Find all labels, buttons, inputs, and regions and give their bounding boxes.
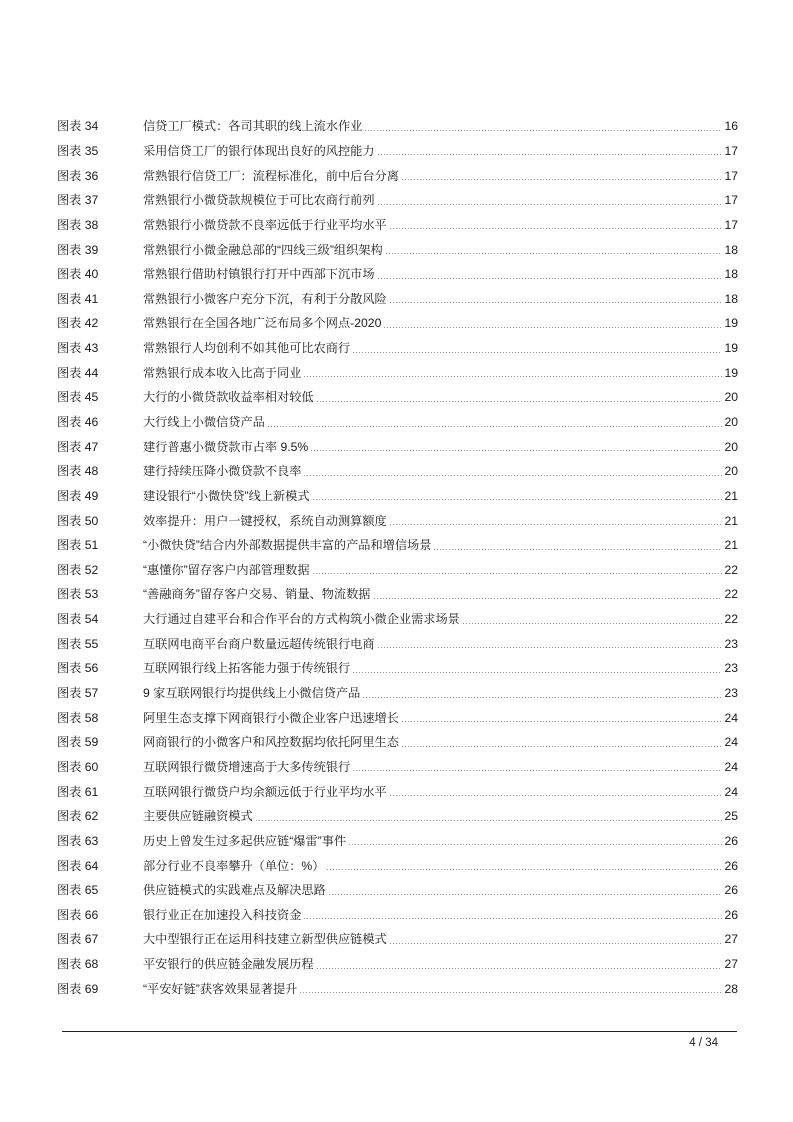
- figure-page-number[interactable]: 19: [724, 316, 738, 331]
- toc-entry[interactable]: [57, 607, 738, 632]
- figure-title[interactable]: 部分行业不良率攀升（单位：%）: [143, 858, 325, 873]
- toc-entry[interactable]: [57, 558, 738, 583]
- figure-page-number[interactable]: 23: [724, 686, 738, 701]
- dot-leader: [316, 401, 722, 402]
- figure-page-number[interactable]: 22: [724, 587, 738, 602]
- toc-entry[interactable]: [57, 533, 738, 558]
- figure-label: 图表 66: [57, 907, 99, 922]
- figure-label: 图表 42: [57, 316, 99, 331]
- figure-label: 图表 46: [57, 415, 99, 429]
- dot-leader: [377, 278, 722, 279]
- figure-label: 图表 40: [57, 267, 99, 282]
- figure-page-number[interactable]: 20: [724, 415, 738, 429]
- toc-entry[interactable]: [57, 385, 738, 410]
- toc-entry[interactable]: [57, 903, 738, 928]
- dot-leader: [383, 327, 722, 328]
- figure-title[interactable]: 供应链模式的实践难点及解决思路: [143, 883, 326, 898]
- figure-label: 图表 57: [57, 686, 99, 701]
- dot-leader: [310, 450, 722, 451]
- figure-label: 图表 62: [57, 809, 99, 824]
- figure-label: 图表 54: [57, 612, 99, 627]
- toc-entry[interactable]: [57, 829, 738, 854]
- toc-entry[interactable]: [57, 410, 738, 435]
- toc-entry[interactable]: [57, 804, 738, 829]
- dot-leader: [316, 968, 722, 969]
- dot-leader: [389, 943, 722, 944]
- figure-label: 图表 35: [57, 143, 99, 158]
- toc-entry[interactable]: [57, 213, 738, 238]
- figure-page-number[interactable]: 26: [724, 858, 738, 873]
- toc-entry[interactable]: [57, 853, 738, 878]
- toc-entry[interactable]: [57, 976, 738, 1001]
- dot-leader: [389, 795, 722, 796]
- figure-label: 图表 52: [57, 562, 99, 577]
- figure-page-number[interactable]: 25: [724, 809, 738, 824]
- toc-entry[interactable]: [57, 656, 738, 681]
- figure-page-number[interactable]: 17: [724, 217, 738, 232]
- figure-label: 图表 68: [57, 957, 99, 972]
- dot-leader: [364, 130, 722, 131]
- figure-title[interactable]: 大行线上小微信贷产品: [143, 415, 265, 429]
- toc-entry[interactable]: [57, 730, 738, 755]
- dot-leader: [462, 623, 722, 624]
- figure-label: 图表 63: [57, 833, 99, 848]
- figure-page-number[interactable]: 18: [724, 242, 738, 257]
- dot-leader: [377, 647, 722, 648]
- toc-entry[interactable]: [57, 705, 738, 730]
- figure-title[interactable]: 常熟银行小微客户充分下沉，有利于分散风险: [143, 291, 387, 306]
- figure-title[interactable]: 信贷工厂模式：各司其职的线上流水作业: [143, 119, 363, 134]
- dot-leader: [299, 992, 722, 993]
- figure-page-number[interactable]: 21: [724, 538, 738, 553]
- figure-page-number[interactable]: 17: [724, 168, 738, 183]
- dot-leader: [312, 573, 722, 574]
- dot-leader: [352, 352, 722, 353]
- dot-leader: [377, 154, 722, 155]
- figure-title[interactable]: 效率提升：用户一键授权，系统自动测算额度: [143, 513, 387, 528]
- figure-label: 图表 51: [57, 538, 99, 553]
- figure-title[interactable]: 常熟银行小微贷款规模位于可比农商行前列: [143, 193, 375, 208]
- figure-page-number[interactable]: 17: [724, 143, 738, 158]
- figure-title[interactable]: “平安好链”获客效果显著提升: [143, 981, 298, 996]
- toc-entry[interactable]: [57, 582, 738, 607]
- figure-label: 图表 48: [57, 464, 99, 479]
- dot-leader: [401, 746, 722, 747]
- figure-label: 图表 65: [57, 883, 99, 898]
- figure-title[interactable]: 常熟银行小微金融总部的“四线三级”组织架构: [143, 242, 383, 257]
- dot-leader: [303, 475, 722, 476]
- figure-title[interactable]: 常熟银行成本收入比高于同业: [143, 365, 302, 380]
- toc-entry[interactable]: [57, 927, 738, 952]
- figure-title[interactable]: 互联网银行微贷增速高于大多传统银行: [143, 759, 351, 774]
- dot-leader: [303, 376, 722, 377]
- toc-entry[interactable]: [57, 779, 738, 804]
- toc-entry[interactable]: [57, 681, 738, 706]
- figure-title[interactable]: “小微快贷”结合内外部数据提供丰富的产品和增信场景: [143, 538, 432, 553]
- figure-page-number[interactable]: 20: [724, 439, 738, 454]
- dot-leader: [377, 204, 722, 205]
- figure-title[interactable]: 建行普惠小微贷款市占率 9.5%: [143, 439, 309, 454]
- figure-title[interactable]: 常熟银行信贷工厂：流程标准化，前中后台分离: [143, 168, 399, 183]
- figure-page-number[interactable]: 16: [724, 119, 738, 134]
- dot-leader: [352, 770, 722, 771]
- figure-toc-list: [57, 114, 738, 1001]
- figure-title[interactable]: 9 家互联网银行均提供线上小微信贷产品: [143, 686, 361, 701]
- figure-page-number[interactable]: 26: [724, 907, 738, 922]
- figure-title[interactable]: 历史上曾发生过多起供应链“爆雷”事件: [143, 833, 347, 848]
- toc-entry[interactable]: [57, 237, 738, 262]
- figure-title[interactable]: 银行业正在加速投入科技资金: [143, 907, 302, 922]
- figure-label: 图表 69: [57, 981, 99, 996]
- dot-leader: [303, 918, 722, 919]
- figure-page-number[interactable]: 28: [724, 981, 738, 996]
- page-number: 4 / 34: [689, 1037, 718, 1049]
- figure-page-number[interactable]: 24: [724, 784, 738, 799]
- figure-page-number[interactable]: 22: [724, 562, 738, 577]
- figure-page-number[interactable]: 19: [724, 365, 738, 380]
- dot-leader: [373, 598, 723, 599]
- figure-label: 图表 60: [57, 759, 99, 774]
- figure-title[interactable]: 平安银行的供应链金融发展历程: [143, 957, 314, 972]
- figure-label: 图表 43: [57, 341, 99, 356]
- toc-entry[interactable]: [57, 163, 738, 188]
- dot-leader: [255, 820, 722, 821]
- toc-entry[interactable]: [57, 114, 738, 139]
- figure-page-number[interactable]: 27: [724, 957, 738, 972]
- figure-title[interactable]: 阿里生态支撑下网商银行小微企业客户迅速增长: [143, 710, 399, 725]
- figure-title[interactable]: 常熟银行借助村镇银行打开中西部下沉市场: [143, 267, 375, 282]
- figure-title[interactable]: 常熟银行小微贷款不良率远低于行业平均水平: [143, 217, 387, 232]
- figure-label: 图表 41: [57, 291, 99, 306]
- figure-page-number[interactable]: 19: [724, 341, 738, 356]
- dot-leader: [312, 499, 722, 500]
- dot-leader: [389, 524, 722, 525]
- figure-page-number[interactable]: 26: [724, 833, 738, 848]
- toc-entry[interactable]: [57, 286, 738, 311]
- toc-entry[interactable]: [57, 459, 738, 484]
- figure-title[interactable]: 互联网银行线上拓客能力强于传统银行: [143, 661, 351, 676]
- figure-title[interactable]: 大行通过自建平台和合作平台的方式构筑小微企业需求场景: [143, 612, 460, 627]
- figure-label: 图表 53: [57, 587, 99, 602]
- figure-title[interactable]: 互联网电商平台商户数量远超传统银行电商: [143, 636, 375, 651]
- figure-page-number[interactable]: 21: [724, 488, 738, 503]
- figure-label: 图表 64: [57, 858, 99, 873]
- toc-entry[interactable]: [57, 878, 738, 903]
- toc-entry[interactable]: [57, 631, 738, 656]
- figure-label: 图表 34: [57, 119, 99, 134]
- figure-page-number[interactable]: 26: [724, 883, 738, 898]
- figure-page-number[interactable]: 17: [724, 193, 738, 208]
- figure-title[interactable]: 大中型银行正在运用科技建立新型供应链模式: [143, 932, 387, 947]
- figure-title[interactable]: 互联网银行微贷户均余额远低于行业平均水平: [143, 784, 387, 799]
- figure-label: 图表 38: [57, 217, 99, 232]
- toc-entry[interactable]: [57, 755, 738, 780]
- figure-title[interactable]: 网商银行的小微客户和风控数据均依托阿里生态: [143, 735, 399, 750]
- dot-leader: [352, 672, 722, 673]
- figure-page-number[interactable]: 22: [724, 612, 738, 627]
- figure-title[interactable]: “善融商务”留存客户交易、销量、物流数据: [143, 587, 371, 602]
- figure-label: 图表 44: [57, 365, 99, 380]
- figure-title[interactable]: 大行的小微贷款收益率相对较低: [143, 390, 314, 405]
- figure-page-number[interactable]: 20: [724, 464, 738, 479]
- dot-leader: [433, 549, 722, 550]
- figure-label: 图表 45: [57, 390, 99, 405]
- dot-leader: [389, 302, 722, 303]
- toc-entry[interactable]: [57, 188, 738, 213]
- figure-label: 图表 55: [57, 636, 99, 651]
- dot-leader: [267, 426, 722, 427]
- figure-title[interactable]: 采用信贷工厂的银行体现出良好的风控能力: [143, 143, 375, 158]
- figure-page-number[interactable]: 24: [724, 735, 738, 750]
- figure-page-number[interactable]: 18: [724, 291, 738, 306]
- figure-label: 图表 47: [57, 439, 99, 454]
- dot-leader: [328, 894, 722, 895]
- dot-leader: [385, 253, 722, 254]
- toc-entry[interactable]: [57, 952, 738, 977]
- toc-entry[interactable]: [57, 139, 738, 164]
- dot-leader: [348, 844, 722, 845]
- toc-entry[interactable]: [57, 434, 738, 459]
- toc-entry[interactable]: [57, 311, 738, 336]
- figure-label: 图表 67: [57, 932, 99, 947]
- footer-divider: [62, 1031, 737, 1032]
- figure-label: 图表 58: [57, 710, 99, 725]
- toc-entry[interactable]: [57, 262, 738, 287]
- figure-title[interactable]: 常熟银行人均创利不如其他可比农商行: [143, 341, 351, 356]
- figure-page-number[interactable]: 27: [724, 932, 738, 947]
- figure-label: 图表 59: [57, 735, 99, 750]
- figure-title[interactable]: 主要供应链融资模式: [143, 809, 253, 824]
- figure-title[interactable]: 建行持续压降小微贷款不良率: [143, 464, 302, 479]
- dot-leader: [326, 869, 722, 870]
- figure-label: 图表 49: [57, 488, 99, 503]
- toc-entry[interactable]: [57, 508, 738, 533]
- figure-label: 图表 61: [57, 784, 99, 799]
- figure-page-number[interactable]: 23: [724, 636, 738, 651]
- figure-page-number[interactable]: 21: [724, 513, 738, 528]
- figure-page-number[interactable]: 24: [724, 710, 738, 725]
- figure-title[interactable]: “惠懂你”留存客户内部管理数据: [143, 562, 310, 577]
- figure-title[interactable]: 建设银行“小微快贷”线上新模式: [143, 488, 310, 503]
- figure-title[interactable]: 常熟银行在全国各地广泛布局多个网点-2020: [143, 316, 382, 331]
- figure-page-number[interactable]: 23: [724, 661, 738, 676]
- dot-leader: [401, 179, 722, 180]
- toc-entry[interactable]: [57, 484, 738, 509]
- dot-leader: [362, 697, 722, 698]
- figure-page-number[interactable]: 18: [724, 267, 738, 282]
- figure-page-number[interactable]: 24: [724, 759, 738, 774]
- toc-entry[interactable]: [57, 360, 738, 385]
- figure-label: 图表 50: [57, 513, 99, 528]
- figure-label: 图表 36: [57, 168, 99, 183]
- figure-label: 图表 56: [57, 661, 99, 676]
- dot-leader: [389, 228, 722, 229]
- figure-label: 图表 37: [57, 193, 99, 208]
- figure-page-number[interactable]: 20: [724, 390, 738, 405]
- dot-leader: [401, 721, 722, 722]
- figure-label: 图表 39: [57, 242, 99, 257]
- toc-entry[interactable]: [57, 336, 738, 361]
